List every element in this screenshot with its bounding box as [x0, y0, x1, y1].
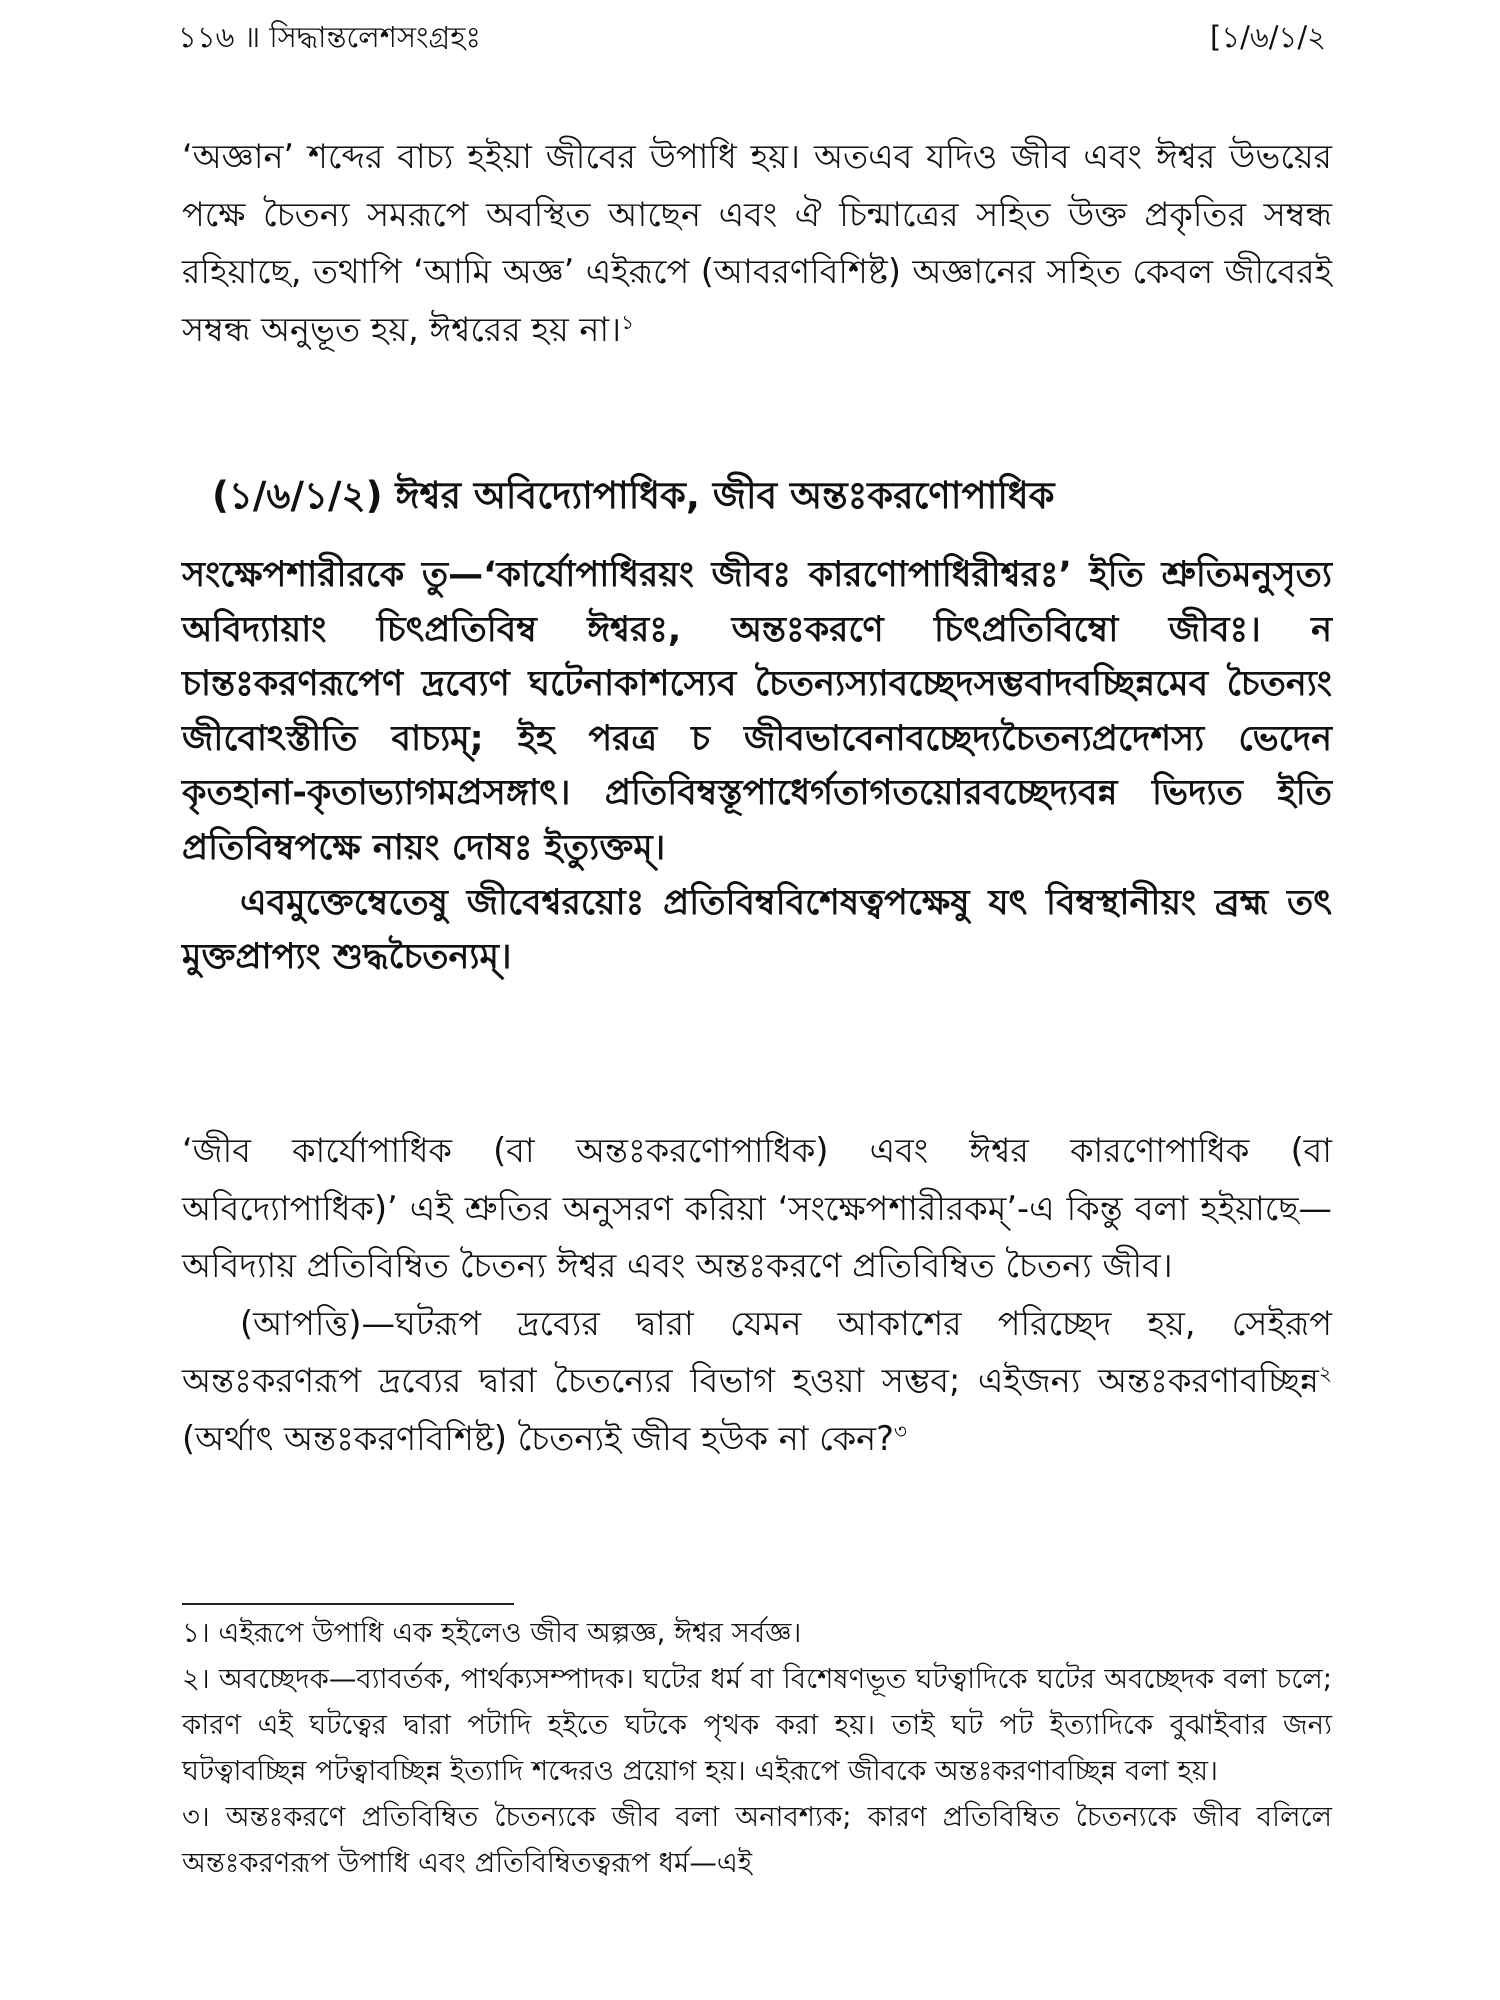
intro-paragraph-text: ‘অজ্ঞান’ শব্দের বাচ্য হইয়া জীবের উপাধি হয়। অতএব যদিও জীব এবং ঈশ্বর উভয়ের পক্ষে চৈতন্য সমরূপে অবস্থিত আছেন এবং ঐ চিন্মাত্রের সহিত উক্ত প্রকৃতির সম্বন্ধ রহিয়াছে, তথাপি ‘আমি অজ্ঞ’ এইরূপে (আবরণবিশিষ্ট) অজ্ঞানের সহিত কেবল জীবেরই সম্বন্ধ অনুভূত হয়, ঈশ্বরের হয় না।	[182, 137, 1332, 349]
footnote-2: ২। অবচ্ছেদক—ব্যাবর্তক, পার্থক্যসম্পাদক। ঘটের ধর্ম বা বিশেষণভূত ঘটত্বাদিকে ঘটের অবচ্ছেদক বলা চলে; কারণ এই ঘটত্বের দ্বারা পটাদি হইতে ঘটকে পৃথক করা হয়। তাই ঘট পট ইত্যাদিকে বুঝাইবার জন্য ঘটত্বাবচ্ছিন্ন পটত্বাবচ্ছিন্ন ইত্যাদি শব্দেরও প্রয়োগ হয়। এইরূপে জীবকে অন্তঃকরণাবচ্ছিন্ন বলা হয়।	[182, 1663, 1332, 1787]
footnote-ref-2: ২	[1318, 1360, 1332, 1385]
footnotes-block	[182, 1610, 1332, 1886]
sanskrit-paragraph-1: সংক্ষেপশারীরকে তু—‘কার্যোপাধিরয়ং জীবঃ কারণোপাধিরীশ্বরঃ’ ইতি শ্রুতিমনুসৃত্য অবিদ্যায়াং চিৎপ্রতিবিম্ব ঈশ্বরঃ, অন্তঃকরণে চিৎপ্রতিবিম্বো জীবঃ। ন চান্তঃকরণরূপেণ দ্রব্যেণ ঘটেনাকাশস্যেব চৈতন্যস্যাবচ্ছেদসম্ভবাদবচ্ছিন্নমেব চৈতন্যং জীবোঽস্তীতি বাচ্যম্; ইহ পরত্র চ জীবভাবেনাবচ্ছেদ্যচৈতন্যপ্রদেশস্য ভেদেন কৃতহানা-কৃতাভ্যাগমপ্রসঙ্গাৎ। প্রতিবিম্বস্তূপাধের্গতাগতয়োরবচ্ছেদ্যবন্ন ভিদ্যত ইতি প্রতিবিম্বপক্ষে নায়ং দোষঃ ইত্যুক্তম্।	[182, 555, 1332, 868]
translation-paragraph-2-text-a: (আপত্তি)—ঘটরূপ দ্রব্যের দ্বারা যেমন আকাশের পরিচ্ছেদ হয়, সেইরূপ অন্তঃকরণরূপ দ্রব্যের দ্বারা চৈতন্যের বিভাগ হওয়া সম্ভব; এইজন্য অন্তঃকরণাবচ্ছিন্ন	[182, 1303, 1332, 1400]
footnote-divider	[182, 1603, 514, 1605]
translation-paragraph-1: ‘জীব কার্যোপাধিক (বা অন্তঃকরণোপাধিক) এবং ঈশ্বর কারণোপাধিক (বা অবিদ্যোপাধিক)’ এই শ্রুতির অনুসরণ করিয়া ‘সংক্ষেপশারীরকম্’-এ কিন্তু বলা হইয়াছে—অবিদ্যায় প্রতিবিম্বিত চৈতন্য ঈশ্বর এবং অন্তঃকরণে প্রতিবিম্বিত চৈতন্য জীব।	[182, 1131, 1332, 1285]
intro-paragraph-block	[182, 128, 1332, 358]
running-header	[178, 14, 1326, 64]
sanskrit-paragraph-2: এবমুক্তেম্বেতেষু জীবেশ্বরয়োঃ প্রতিবিম্ববিশেষত্বপক্ষেষু যৎ বিম্বস্থানীয়ং ব্রহ্ম তৎ মুক্তপ্রাপ্যং শুদ্ধচৈতন্যম্।	[182, 882, 1332, 978]
translation-paragraph-2	[182, 1295, 1332, 1468]
footnote-ref-1: ১	[621, 309, 635, 334]
translation-paragraph-2-text-b: (অর্থাৎ অন্তঃকরণবিশিষ্ট) চৈতন্যই জীব হউক না কেন?	[182, 1418, 894, 1458]
footnote-3: ৩। অন্তঃকরণে প্রতিবিম্বিত চৈতন্যকে জীব বলা অনাবশ্যক; কারণ প্রতিবিম্বিত চৈতন্যকে জীব বলিলে অন্তঃকরণরূপ উপাধি এবং প্রতিবিম্বিতত্বরূপ ধর্ম—এই	[182, 1801, 1332, 1879]
sanskrit-text-block	[182, 548, 1332, 985]
translation-block	[182, 1122, 1332, 1467]
footnote-ref-3: ৩	[893, 1418, 907, 1443]
intro-paragraph	[182, 128, 1332, 358]
header-section-number: [১/৬/১/২	[1210, 19, 1326, 54]
header-page-title: ১১৬ ॥ সিদ্ধান্তলেশসংগ্রহঃ	[178, 19, 481, 54]
footnote-1: ১। এইরূপে উপাধি এক হইলেও জীব অল্পজ্ঞ, ঈশ্বর সর্বজ্ঞ।	[182, 1617, 802, 1649]
section-heading: (১/৬/১/২) ঈশ্বর অবিদ্যোপাধিক, জীব অন্তঃকরণোপাধিক	[212, 474, 1055, 517]
